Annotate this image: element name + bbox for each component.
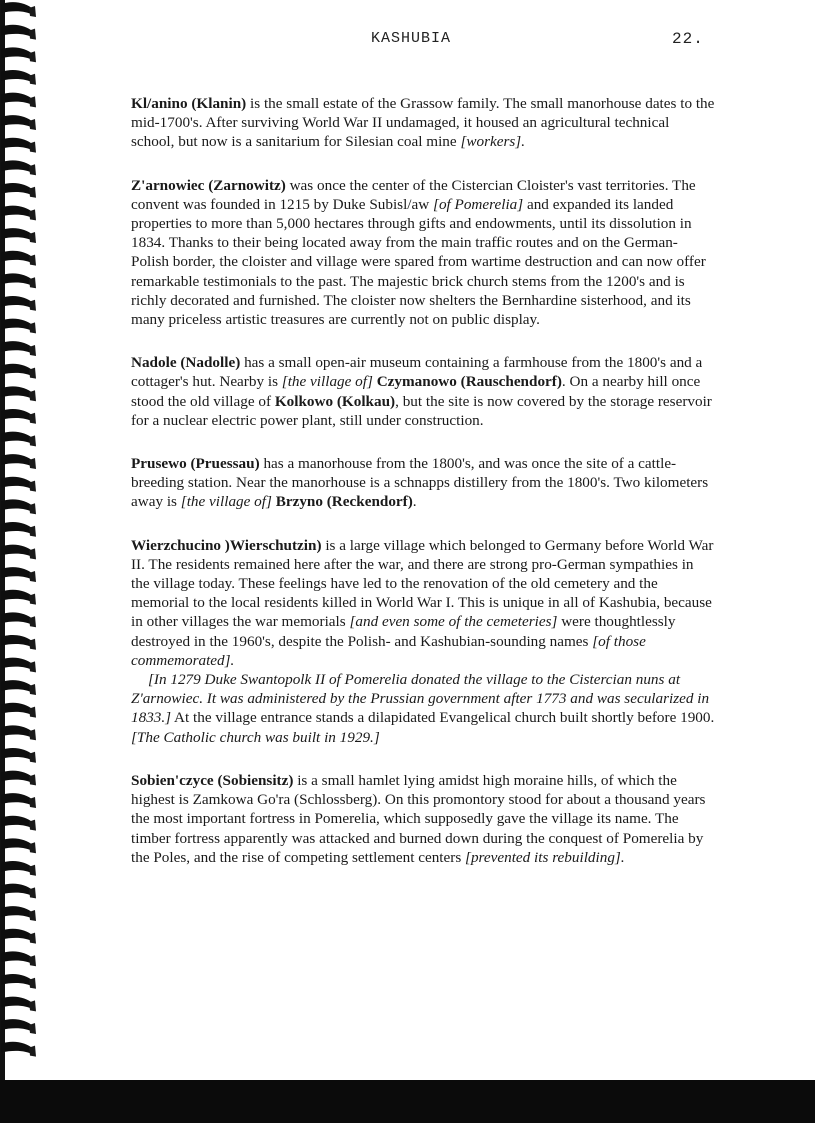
binding-loop bbox=[1, 793, 36, 808]
binding-loop bbox=[1, 929, 36, 944]
binding-loop bbox=[1, 228, 36, 243]
bracketed-note: [the village of] bbox=[180, 493, 272, 511]
binding-loop bbox=[1, 183, 36, 198]
binding-loop bbox=[1, 273, 36, 288]
binding-loop bbox=[1, 319, 36, 334]
place-name: Czymanowo (Rauschendorf) bbox=[376, 373, 562, 391]
page-number: 22. bbox=[672, 30, 704, 48]
binding-loop bbox=[1, 115, 36, 130]
binding-loop bbox=[1, 974, 36, 989]
binding-loop bbox=[1, 296, 36, 311]
binding-loop bbox=[1, 138, 36, 153]
text-run: is a small hamlet lying amidst high moraine hills, of which the highest is Zamkowa Go'ra (Schlossberg). On this promontory stood for about a thousand years the most important fortress in Pomerelia, which supposedly gave the village its name. The timber fortress apparently was attacked and burned down during the conquest of Pomerelia by the Poles, and the rise of competing settlement centers bbox=[131, 771, 706, 866]
binding-loop bbox=[1, 251, 36, 266]
place-name: Sobien'czyce (Sobiensitz) bbox=[131, 771, 294, 789]
paragraph-wierzchucino bbox=[131, 536, 715, 670]
binding-loop bbox=[1, 567, 36, 582]
binding-loop bbox=[1, 160, 36, 175]
binding-loop bbox=[1, 545, 36, 560]
binding-loop bbox=[1, 612, 36, 627]
place-name: Prusewo (Pruessau) bbox=[131, 455, 260, 473]
paragraph-klanino bbox=[131, 94, 715, 152]
text-run: . On a nearby hill once stood the old village of bbox=[131, 373, 701, 410]
text-run: . bbox=[412, 493, 417, 511]
spiral-binding bbox=[0, 0, 44, 1080]
binding-loop bbox=[1, 906, 36, 921]
binding-loop bbox=[1, 658, 36, 673]
binding-loop bbox=[1, 93, 36, 108]
binding-loop bbox=[1, 70, 36, 85]
paragraph-sobienczyce bbox=[131, 771, 715, 867]
text-run: is the small estate of the Grassow family. The small manorhouse dates to the mid-1700's. After surviving World War II undamaged, it housed an agricultural technical school, but now is a sanitarium for Silesian coal mine bbox=[131, 95, 715, 151]
binding-loop bbox=[1, 206, 36, 221]
text-run: At the village entrance stands a dilapidated Evangelical church built shortly before 1900. bbox=[171, 709, 715, 727]
binding-loop bbox=[1, 838, 36, 853]
binding-loop bbox=[1, 680, 36, 695]
paragraph-nadole bbox=[131, 353, 715, 430]
binding-loop bbox=[1, 884, 36, 899]
place-name: Wierzchucino )Wierschutzin) bbox=[131, 536, 322, 554]
binding-loop bbox=[1, 522, 36, 537]
page-body bbox=[131, 94, 715, 891]
bracketed-note: [of those commemorated]. bbox=[131, 632, 646, 669]
text-run: is a large village which belonged to Germany before World War II. The residents remained here after the war, and there are strong pro-German sympathies in the village today. These feelings have led to the renovation of the old cemetery and the memorial to the local residents killed in World War I. This is unique in all of Kashubia, because in other villages the war memorials bbox=[131, 536, 714, 631]
binding-loop bbox=[1, 386, 36, 401]
text-run: and expanded its landed properties to more than 5,000 hectares through gifts and endowments, until its dissolution in 1834. Thanks to their being located away from the main traffic routes and on the German-Polish border, the cloister and village were spared from wartime destruction and can now offer remarkable testimonials to the past. The majestic brick church stems from the 1200's and is richly decorated and furnished. The cloister now shelters the Bernhardine sisterhood, and its many priceless artistic treasures are currently not on public display. bbox=[131, 195, 706, 329]
place-name: Brzyno (Reckendorf) bbox=[275, 493, 413, 511]
bracketed-note: [workers]. bbox=[460, 133, 525, 151]
place-name: Nadole (Nadolle) bbox=[131, 354, 241, 372]
binding-loop bbox=[1, 432, 36, 447]
text-run: were thoughtlessly destroyed in the 1960's, despite the Polish- and Kashubian-sounding names bbox=[131, 613, 676, 650]
paragraph-wierzchucino-note bbox=[131, 670, 715, 747]
binding-loop bbox=[1, 454, 36, 469]
bracketed-note: [prevented its rebuilding]. bbox=[465, 848, 625, 866]
binding-loop bbox=[1, 341, 36, 356]
text-run: has a manorhouse from the 1800's, and was once the site of a cattle-breeding station. Near the manorhouse is a schnapps distillery from the 1800's. Two kilometers away is bbox=[131, 455, 709, 511]
bracketed-note: [of Pomerelia] bbox=[433, 195, 524, 213]
running-title: KASHUBIA bbox=[371, 30, 452, 47]
binding-loop bbox=[1, 1019, 36, 1034]
scan-bottom-edge bbox=[0, 1080, 815, 1123]
bracketed-note: [The Catholic church was built in 1929.] bbox=[131, 728, 380, 746]
paragraph-prusewo bbox=[131, 454, 715, 512]
binding-loop bbox=[1, 409, 36, 424]
binding-loop bbox=[1, 1042, 36, 1057]
running-header bbox=[0, 30, 815, 52]
binding-loop bbox=[1, 499, 36, 514]
binding-loop bbox=[1, 725, 36, 740]
place-name: Z'arnowiec (Zarnowitz) bbox=[131, 176, 286, 194]
bracketed-note: [the village of] bbox=[281, 373, 373, 391]
binding-loop bbox=[1, 477, 36, 492]
binding-loop bbox=[1, 771, 36, 786]
text-run: has a small open-air museum containing a farmhouse from the 1800's and a cottager's hut. Nearby is bbox=[131, 354, 703, 391]
binding-loop bbox=[1, 635, 36, 650]
binding-loop bbox=[1, 951, 36, 966]
binding-loop bbox=[1, 703, 36, 718]
binding-loop bbox=[1, 590, 36, 605]
bracketed-note: [and even some of the cemeteries] bbox=[349, 613, 558, 631]
place-name: Kolkowo (Kolkau) bbox=[274, 392, 396, 410]
binding-loop bbox=[1, 364, 36, 379]
binding-loop bbox=[1, 2, 36, 17]
text-run: , but the site is now covered by the storage reservoir for a nuclear electric power plant, still under construction. bbox=[131, 392, 712, 429]
binding-loop bbox=[1, 748, 36, 763]
text-run: was once the center of the Cistercian Cloister's vast territories. The convent was founded in 1215 by Duke Subisl/aw bbox=[131, 176, 696, 213]
binding-loop bbox=[1, 861, 36, 876]
place-name: Kl/anino (Klanin) bbox=[131, 95, 247, 112]
binding-loop bbox=[1, 997, 36, 1012]
paragraph-zarnowiec bbox=[131, 176, 715, 330]
binding-loop bbox=[1, 816, 36, 831]
bracketed-note: [In 1279 Duke Swantopolk II of Pomerelia donated the village to the Cistercian nuns at Z'arnowiec. It was administered by the Prussian government after 1773 and was secularized in 1833.] bbox=[131, 671, 710, 727]
